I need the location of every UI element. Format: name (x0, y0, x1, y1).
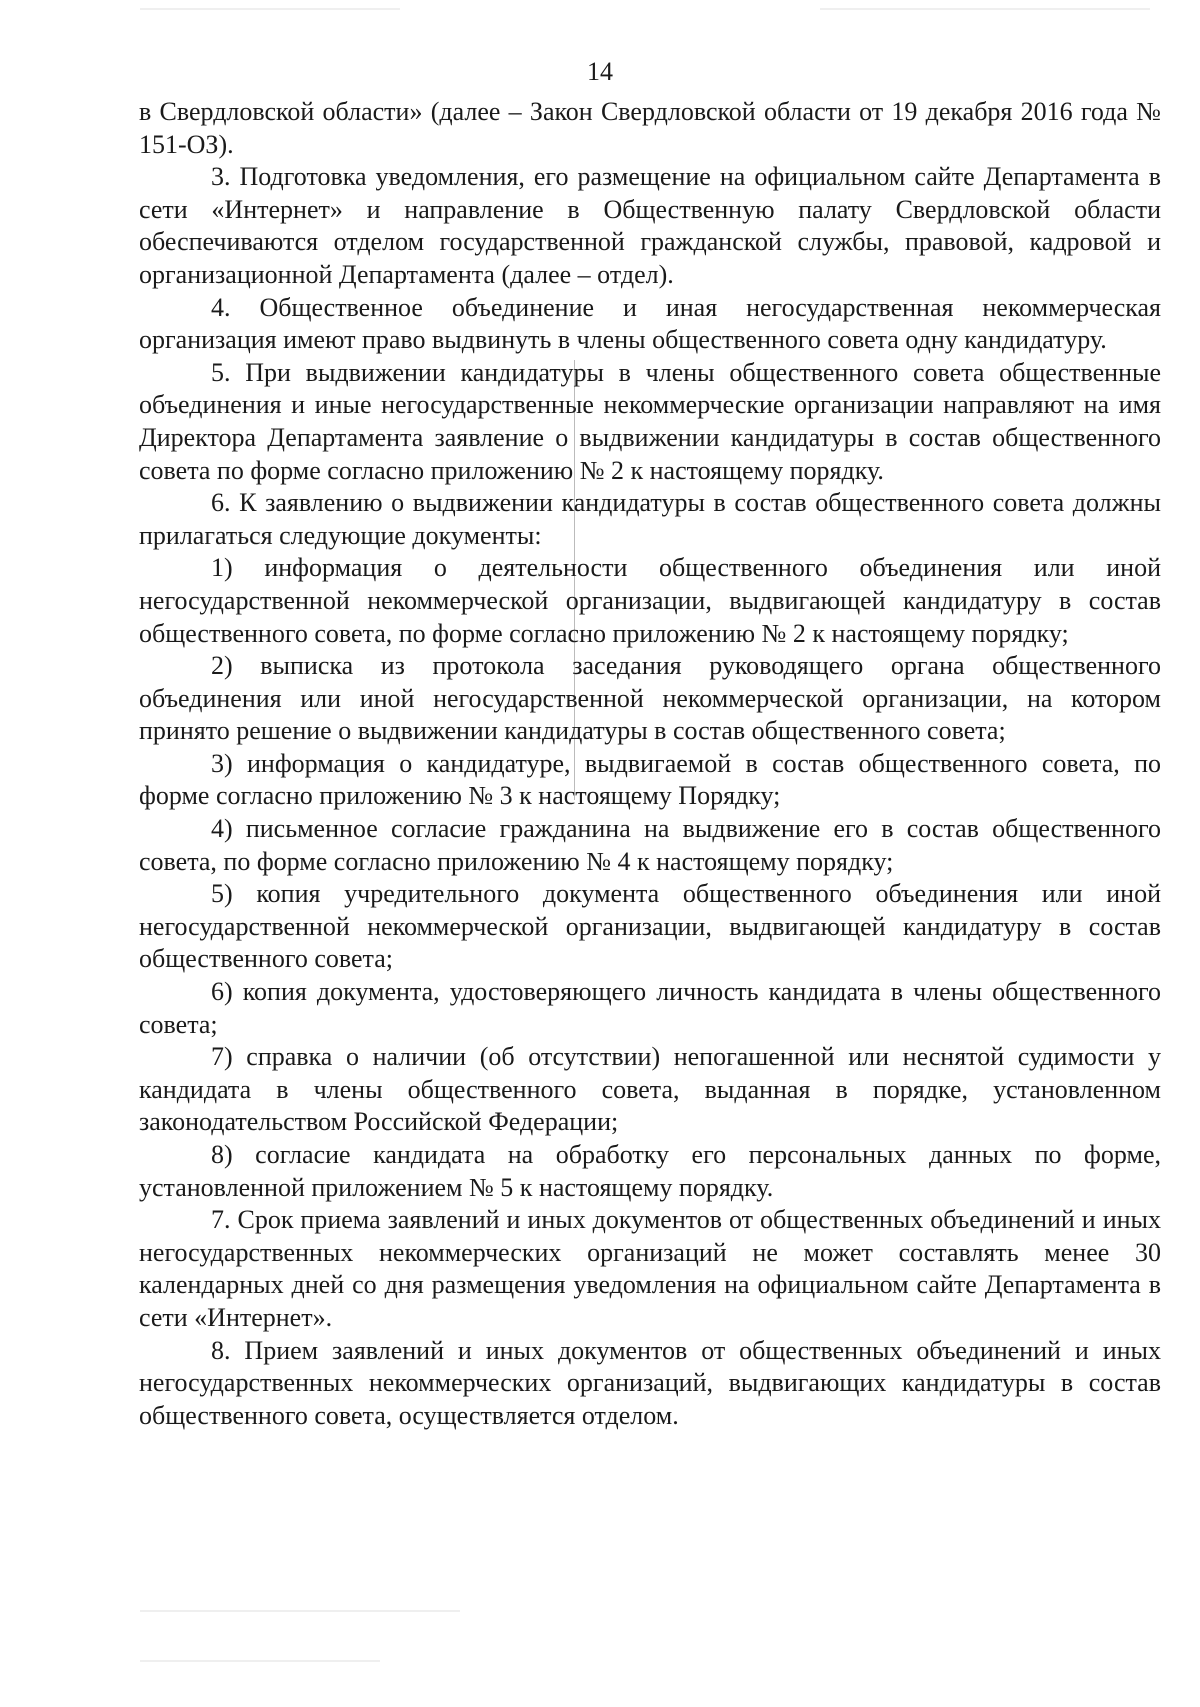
list-item-7: 7) справка о наличии (об отсутствии) непогашенной или неснятой судимости у кандидата в члены общественного совета, выданная в порядке, установленном законодательством Российской Федерации; (139, 1042, 1161, 1137)
document-body (139, 96, 1161, 1432)
list-item-6: 6) копия документа, удостоверяющего личность кандидата в члены общественного совета; (139, 977, 1161, 1039)
paragraph-item-5: 5. При выдвижении кандидатуры в члены общественного совета общественные объединения и иные негосударственные некоммерческие организации направляют на имя Директора Департамента заявление о выдвижении кандидатуры в состав общественного совета по форме согласно приложению № 2 к настоящему порядку. (139, 357, 1161, 485)
list-item-5: 5) копия учредительного документа общественного объединения или иной негосударственной некоммерческой организации, выдвигающей кандидатуру в состав общественного совета; (139, 879, 1161, 974)
paragraph-item-7: 7. Срок приема заявлений и иных документов от общественных объединений и иных негосударственных некоммерческих организаций не может составлять менее 30 календарных дней со дня размещения уведомления на официальном сайте Департамента в сети «Интернет». (139, 1205, 1161, 1332)
scan-noise-bottom-left (140, 1610, 460, 1612)
paragraph-item-4: 4. Общественное объединение и иная негосударственная некоммерческая организация имеют право выдвинуть в члены общественного совета одну кандидатуру. (139, 292, 1161, 355)
paragraph-item-6: 6. К заявлению о выдвижении кандидатуры в состав общественного совета должны прилагаться следующие документы: (139, 488, 1161, 550)
scan-noise-bottom-left-2 (140, 1660, 380, 1662)
list-item-1: 1) информация о деятельности общественного объединения или иной негосударственной некоммерческой организации, выдвигающей кандидатуру в состав общественного совета, по форме согласно приложению № 2 к настоящему порядку; (139, 553, 1161, 648)
list-item-2: 2) выписка из протокола заседания руководящего органа общественного объединения или иной негосударственной некоммерческой организации, на котором принято решение о выдвижении кандидатуры в состав общественного совета; (139, 651, 1161, 746)
scan-noise-top-right (820, 8, 1150, 10)
list-item-4: 4) письменное согласие гражданина на выдвижение его в состав общественного совета, по форме согласно приложению № 4 к настоящему порядку; (139, 814, 1161, 876)
paragraph-item-3: 3. Подготовка уведомления, его размещение на официальном сайте Департамента в сети «Интернет» и направление в Общественную палату Свердловской области обеспечиваются отделом государственной гражданской службы, правовой, кадровой и организационной Департамента (далее – отдел). (139, 162, 1161, 289)
scan-artifact-line (574, 360, 575, 800)
paragraph-continuation: в Свердловской области» (далее – Закон Свердловской области от 19 декабря 2016 года № 151-ОЗ). (139, 97, 1161, 159)
page-number: 14 (587, 57, 613, 86)
paragraph-item-8: 8. Прием заявлений и иных документов от общественных объединений и иных негосударственных некоммерческих организаций, выдвигающих кандидатуры в состав общественного совета, осуществляется отделом. (139, 1335, 1161, 1430)
list-item-3: 3) информация о кандидатуре, выдвигаемой в состав общественного совета, по форме согласно приложению № 3 к настоящему Порядку; (139, 748, 1161, 811)
scan-noise-top-left (140, 8, 400, 10)
list-item-8: 8) согласие кандидата на обработку его персональных данных по форме, установленной приложением № 5 к настоящему порядку. (139, 1140, 1161, 1202)
